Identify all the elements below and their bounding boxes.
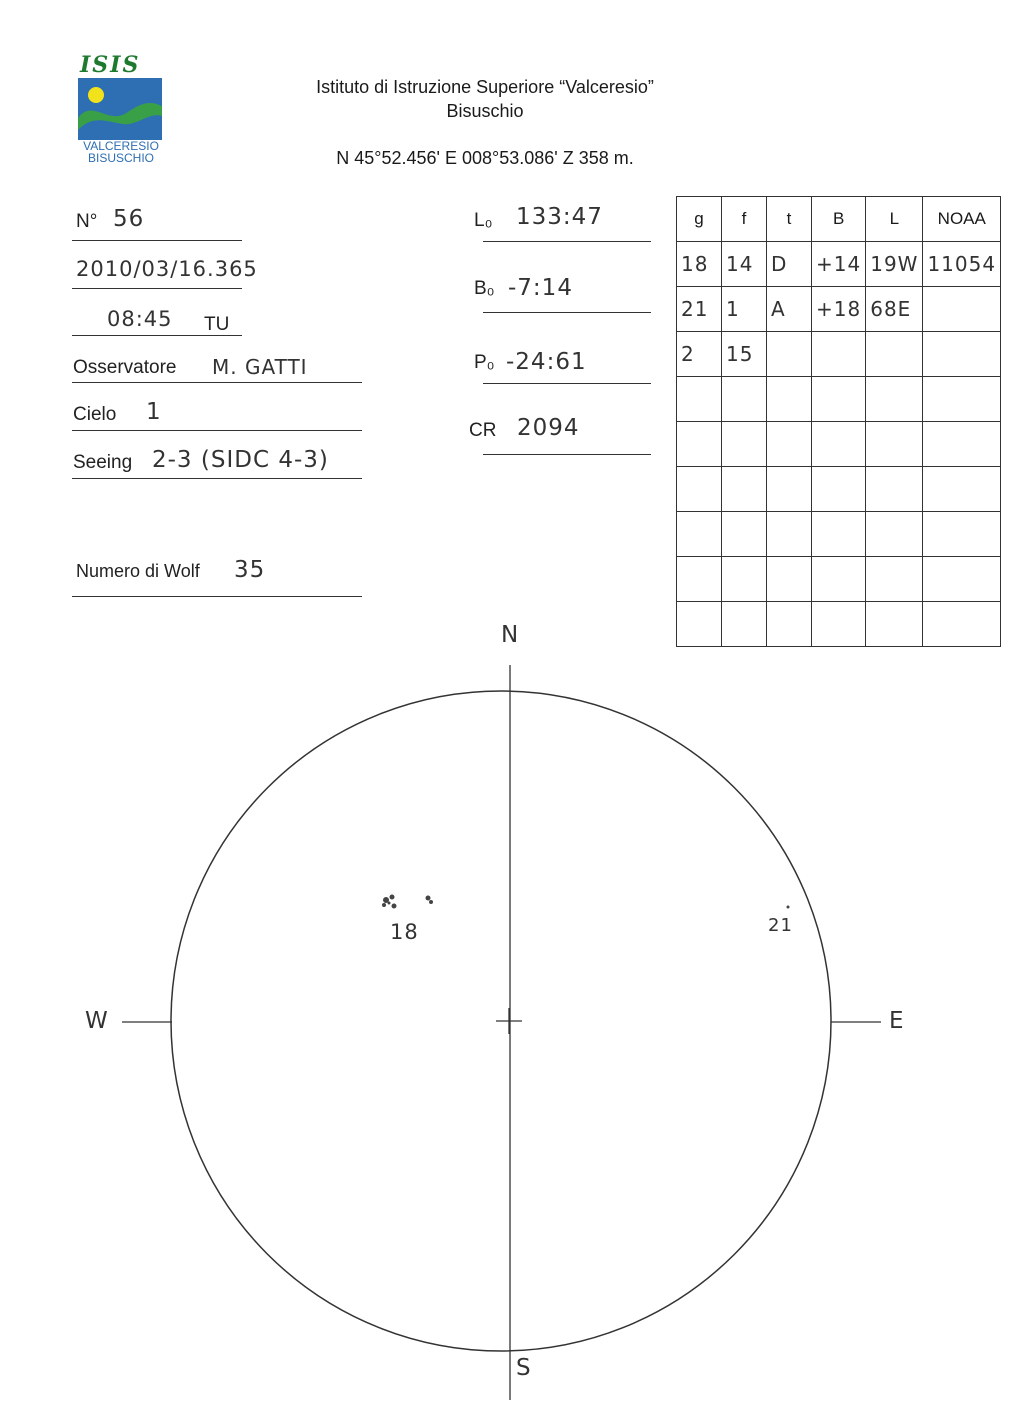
number-value: 56: [113, 206, 145, 232]
table-cell: [767, 467, 812, 512]
table-cell: 18: [677, 242, 722, 287]
west-label: W: [85, 1008, 109, 1034]
table-cell: 14: [722, 242, 767, 287]
logo-caption-line2: BISUSCHIO: [87, 151, 154, 165]
table-cell: [677, 467, 722, 512]
table-cell: [767, 512, 812, 557]
date-value: 2010/03/16.365: [76, 257, 258, 281]
table-cell: 68E: [866, 287, 923, 332]
time-unit: TU: [204, 314, 230, 335]
table-cell: 21: [677, 287, 722, 332]
table-cell: 15: [722, 332, 767, 377]
table-cell: [677, 557, 722, 602]
date-rule: [72, 288, 242, 289]
table-cell: [923, 377, 1001, 422]
table-cell: [677, 422, 722, 467]
cr-rule: [483, 454, 651, 455]
table-cell: [767, 422, 812, 467]
south-label: S: [516, 1355, 532, 1381]
table-cell: [866, 557, 923, 602]
logo-icon: [78, 78, 162, 140]
table-cell: [923, 512, 1001, 557]
header-l: L: [866, 197, 923, 242]
header-noaa: NOAA: [923, 197, 1001, 242]
table-cell: [866, 512, 923, 557]
b0-rule: [483, 312, 651, 313]
header-t: t: [767, 197, 812, 242]
table-cell: [722, 422, 767, 467]
wolf-rule: [72, 596, 362, 597]
b0-label: B₀: [474, 278, 495, 299]
sunspot-group-18: [382, 895, 433, 909]
seeing-label: Seeing: [73, 452, 133, 473]
table-cell: 19W: [866, 242, 923, 287]
wolf-label: Numero di Wolf: [76, 561, 200, 581]
table-cell: [722, 557, 767, 602]
table-cell: [866, 422, 923, 467]
table-row: [677, 422, 1001, 467]
cr-value: 2094: [517, 415, 580, 441]
logo-caption-line1: VALCERESIO: [83, 139, 159, 153]
l0-rule: [483, 241, 651, 242]
table-cell: [812, 377, 866, 422]
table-cell: [812, 422, 866, 467]
table-cell: [923, 287, 1001, 332]
wolf-value: 35: [234, 557, 266, 583]
sky-rule: [72, 430, 362, 431]
table-row: [677, 242, 1001, 287]
p0-rule: [483, 383, 651, 384]
seeing-value: 2-3 (SIDC 4-3): [152, 447, 329, 473]
table-cell: +18: [812, 287, 866, 332]
table-cell: 1: [722, 287, 767, 332]
sky-label: Cielo: [73, 404, 117, 425]
table-cell: [923, 422, 1001, 467]
table-row: [677, 287, 1001, 332]
l0-value: 133:47: [516, 204, 603, 230]
observatory-coordinates: N 45°52.456' E 008°53.086' Z 358 m.: [336, 148, 634, 168]
header-f: f: [722, 197, 767, 242]
number-label: N°: [76, 211, 98, 232]
table-row: [677, 467, 1001, 512]
p0-value: -24:61: [506, 349, 587, 375]
observer-label: Osservatore: [73, 357, 177, 378]
observer-rule: [72, 382, 362, 383]
table-cell: [722, 467, 767, 512]
north-label: N: [501, 622, 520, 648]
group-label-21: 21: [768, 915, 793, 936]
table-cell: 2: [677, 332, 722, 377]
header-g: g: [677, 197, 722, 242]
table-cell: [812, 332, 866, 377]
table-cell: [722, 512, 767, 557]
b0-value: -7:14: [508, 275, 573, 301]
table-row: [677, 557, 1001, 602]
institute-name: Istituto di Istruzione Superiore “Valceresio”: [316, 77, 654, 97]
cr-label: CR: [469, 420, 497, 441]
table-cell: [866, 332, 923, 377]
time-value: 08:45: [107, 307, 173, 331]
sunspot-table: [676, 196, 1001, 647]
table-cell: [923, 557, 1001, 602]
table-cell: [812, 512, 866, 557]
table-cell: A: [767, 287, 812, 332]
table-cell: [677, 377, 722, 422]
sky-value: 1: [146, 399, 162, 425]
table-row: [677, 377, 1001, 422]
table-header-row: [677, 197, 1001, 242]
seeing-rule: [72, 478, 362, 479]
table-cell: [866, 377, 923, 422]
institute-town: Bisuschio: [446, 101, 524, 121]
table-cell: 11054: [923, 242, 1001, 287]
table-cell: [677, 512, 722, 557]
logo-caption: [74, 140, 168, 164]
table-cell: [923, 332, 1001, 377]
table-cell: +14: [812, 242, 866, 287]
table-cell: D: [767, 242, 812, 287]
table-cell: [767, 332, 812, 377]
sunspot-group-21: [787, 906, 790, 909]
observer-value: M. GATTI: [212, 355, 308, 379]
l0-label: L₀: [474, 210, 493, 231]
table-cell: [812, 467, 866, 512]
p0-label: P₀: [474, 352, 495, 373]
table-cell: [923, 467, 1001, 512]
table-cell: [722, 377, 767, 422]
table-row: [677, 332, 1001, 377]
time-rule: [72, 335, 242, 336]
table-cell: [866, 467, 923, 512]
table-row: [677, 512, 1001, 557]
solar-disk-drawing: [0, 600, 1024, 1400]
table-cell: [812, 557, 866, 602]
table-cell: [767, 557, 812, 602]
number-rule: [72, 240, 242, 241]
logo-wordmark: ISIS: [80, 52, 141, 78]
group-label-18: 18: [390, 920, 419, 944]
table-cell: [767, 377, 812, 422]
header-b: B: [812, 197, 866, 242]
east-label: E: [889, 1008, 905, 1034]
